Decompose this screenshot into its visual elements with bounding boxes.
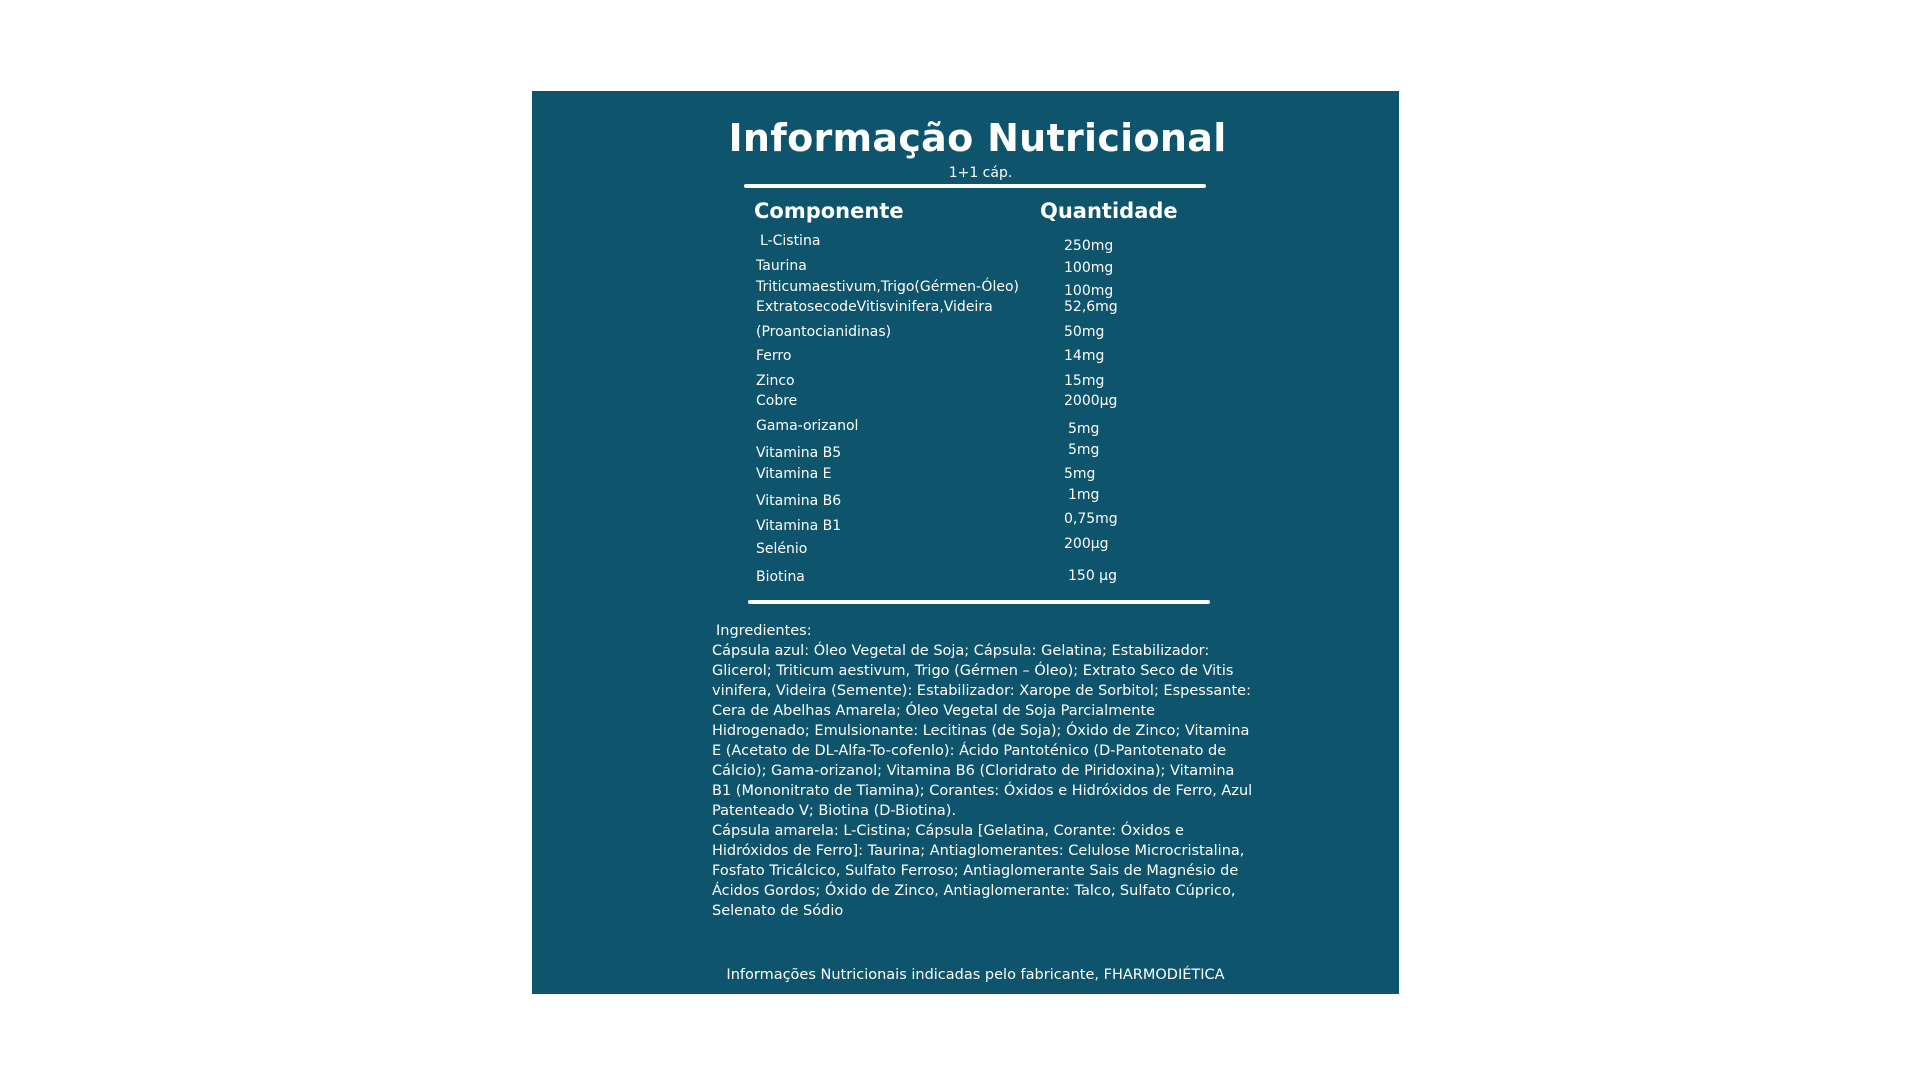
- component-cell: Triticumaestivum,Trigo(Gérmen-Óleo): [756, 279, 1019, 295]
- quantity-cell: 1mg: [1068, 487, 1100, 503]
- ingredients-section: [712, 621, 1257, 921]
- quantity-cell: 2000µg: [1064, 393, 1118, 409]
- component-cell: Vitamina B6: [756, 493, 842, 509]
- top-divider: [744, 184, 1206, 188]
- component-cell: Cobre: [756, 393, 798, 409]
- quantity-cell: 5mg: [1068, 421, 1100, 437]
- manufacturer-note: Informações Nutricionais indicadas pelo fabricante, FHARMODIÉTICA: [726, 967, 1225, 983]
- serving-size: 1+1 cáp.: [948, 165, 1013, 181]
- quantity-cell: 50mg: [1064, 324, 1105, 340]
- component-cell: Zinco: [756, 373, 795, 389]
- quantity-cell: 150 µg: [1068, 568, 1117, 584]
- page-title: Informação Nutricional: [728, 116, 1227, 160]
- component-cell: Biotina: [756, 569, 805, 585]
- ingredients-heading: Ingredientes:: [716, 623, 812, 639]
- component-cell: Ferro: [756, 348, 792, 364]
- component-cell: L-Cistina: [760, 233, 821, 249]
- quantity-cell: 5mg: [1068, 442, 1100, 458]
- column-header-component: Componente: [754, 199, 904, 223]
- yellow-capsule-ingredients: Cápsula amarela: L-Cistina; Cápsula [Gelatina, Corante: Óxidos e Hidróxidos de Ferro]: Taurina; Antiaglomerantes: Celulose Microcristalina, Fosfato Tricálcico, Sulfato Ferroso; Antiaglomerante Sais de Magnésio de Ácidos Gordos; Óxido de Zinco, Antiaglomerante: Talco, Sulfato Cúprico, Selenato de Sódio: [712, 823, 1245, 919]
- quantity-cell: 15mg: [1064, 373, 1105, 389]
- quantity-cell: 5mg: [1064, 466, 1096, 482]
- quantity-cell: 52,6mg: [1064, 299, 1118, 315]
- nutrition-label-panel: [532, 91, 1399, 994]
- component-cell: Gama-orizanol: [756, 418, 859, 434]
- component-cell: (Proantocianidinas): [756, 324, 892, 340]
- quantity-cell: 100mg: [1064, 283, 1114, 299]
- quantity-cell: 200µg: [1064, 536, 1109, 552]
- quantity-cell: 250mg: [1064, 238, 1114, 254]
- quantity-cell: 100mg: [1064, 260, 1114, 276]
- quantity-cell: 0,75mg: [1064, 511, 1118, 527]
- component-cell: ExtratosecodeVitisvinifera,Videira: [756, 299, 993, 315]
- component-cell: Vitamina B1: [756, 518, 842, 534]
- bottom-divider: [748, 600, 1210, 604]
- component-cell: Vitamina E: [756, 466, 832, 482]
- component-cell: Taurina: [756, 258, 807, 274]
- component-cell: Selénio: [756, 541, 808, 557]
- quantity-cell: 14mg: [1064, 348, 1105, 364]
- blue-capsule-ingredients: Cápsula azul: Óleo Vegetal de Soja; Cápsula: Gelatina; Estabilizador: Glicerol; Triticum aestivum, Trigo (Gérmen – Óleo); Extrato Seco de Vitis vinifera, Videira (Semente): Estabilizador: Xarope de Sorbitol; Espessante: Cera de Abelhas Amarela; Óleo Vegetal de Soja Parcialmente Hidrogenado; Emulsionante: Lecitinas (de Soja); Óxido de Zinco; Vitamina E (Acetato de DL-Alfa-To-cofenlo): Ácido Pantoténico (D-Pantotenato de Cálcio); Gama-orizanol; Vitamina B6 (Cloridrato de Piridoxina); Vitamina B1 (Mononitrato de Tiamina); Corantes: Óxidos e Hidróxidos de Ferro, Azul Patenteado V; Biotina (D-Biotina).: [712, 643, 1253, 819]
- component-cell: Vitamina B5: [756, 445, 842, 461]
- column-header-quantity: Quantidade: [1040, 199, 1178, 223]
